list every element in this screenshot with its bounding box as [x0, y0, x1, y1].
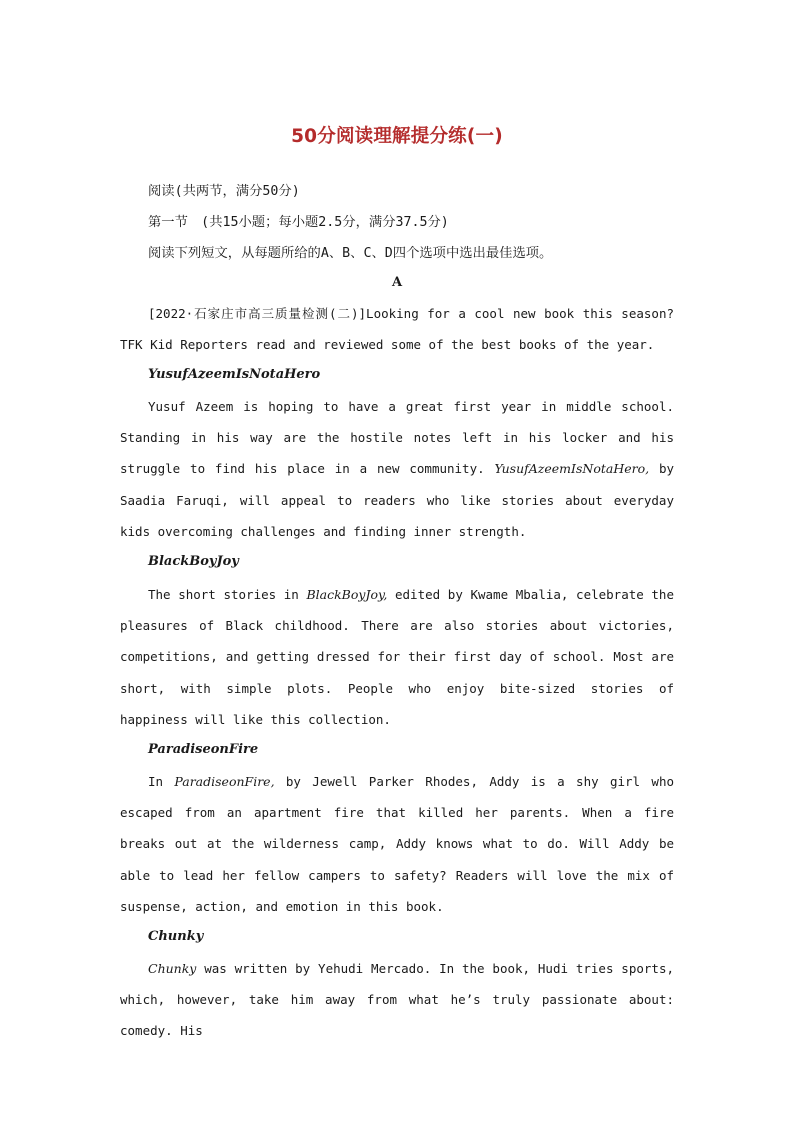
book-title-paradise: ParadiseonFire [148, 742, 259, 757]
instruction-text: 阅读下列短文，从每题所给的A、B、C、D四个选项中选出最佳选项。 [148, 246, 553, 261]
review-text: was written by Yehudi Mercado. In the book, Hudi tries sports, which, however, take him away from what he’s truly passionate about: comedy. His [120, 961, 674, 1039]
review-text: The short stories in [148, 587, 307, 602]
book-review-yusuf [120, 391, 674, 547]
book-review-blackboyjoy [120, 579, 674, 735]
intro-paragraph [120, 298, 674, 360]
reading-heading: 阅读(共两节，满分50分) [148, 184, 300, 199]
book-title-yusuf: YusufAzeemIsNotaHero [148, 367, 321, 382]
book-title-blackboyjoy: BlackBoyJoy [148, 554, 239, 569]
intro-text: [2022·石家庄市高三质量检测(二)]Looking for a cool new book this season? TFK Kid Reporters read and reviewed some of the best books of the year. [120, 306, 674, 353]
review-text: Yusuf Azeem is hoping to have a great first year in middle school. Standing in his way are the hostile notes left in his locker and his struggle to find his place in a new community. [120, 399, 674, 477]
review-text: In [148, 774, 175, 789]
book-review-chunky [120, 953, 674, 1047]
review-text: by Jewell Parker Rhodes, Addy is a shy girl who escaped from an apartment fire that killed her parents. When a fire breaks out at the wilderness camp, Addy knows what to do. Will Addy be able to lead her fellow campers to safety? Readers will love the mix of suspense, action, and emotion in this book. [120, 774, 675, 914]
review-text: by Saadia Faruqi, will appeal to readers who like stories about everyday kids overcoming challenges and finding inner strength. [120, 461, 674, 539]
book-title-chunky: Chunky [148, 929, 204, 944]
section-heading: 第一节 (共15小题；每小题2.5分，满分37.5分) [148, 215, 449, 230]
review-italic-title: YusufAzeemIsNotaHero, [494, 461, 650, 477]
document-title: 50分阅读理解提分练(一) [291, 126, 503, 147]
book-review-paradise [120, 766, 674, 922]
review-text: edited by Kwame Mbalia, celebrate the pleasures of Black childhood. There are also stories about victories, competitions, and getting dressed for their first day of school. Most are short, with simple plots. People who enjoy bite-sized stories of happiness will like this collection. [120, 587, 674, 727]
review-italic-title: BlackBoyJoy, [306, 587, 388, 602]
review-italic-title: ParadiseonFire, [174, 774, 275, 789]
review-italic-title: Chunky [148, 961, 197, 976]
passage-label: A [391, 275, 403, 290]
